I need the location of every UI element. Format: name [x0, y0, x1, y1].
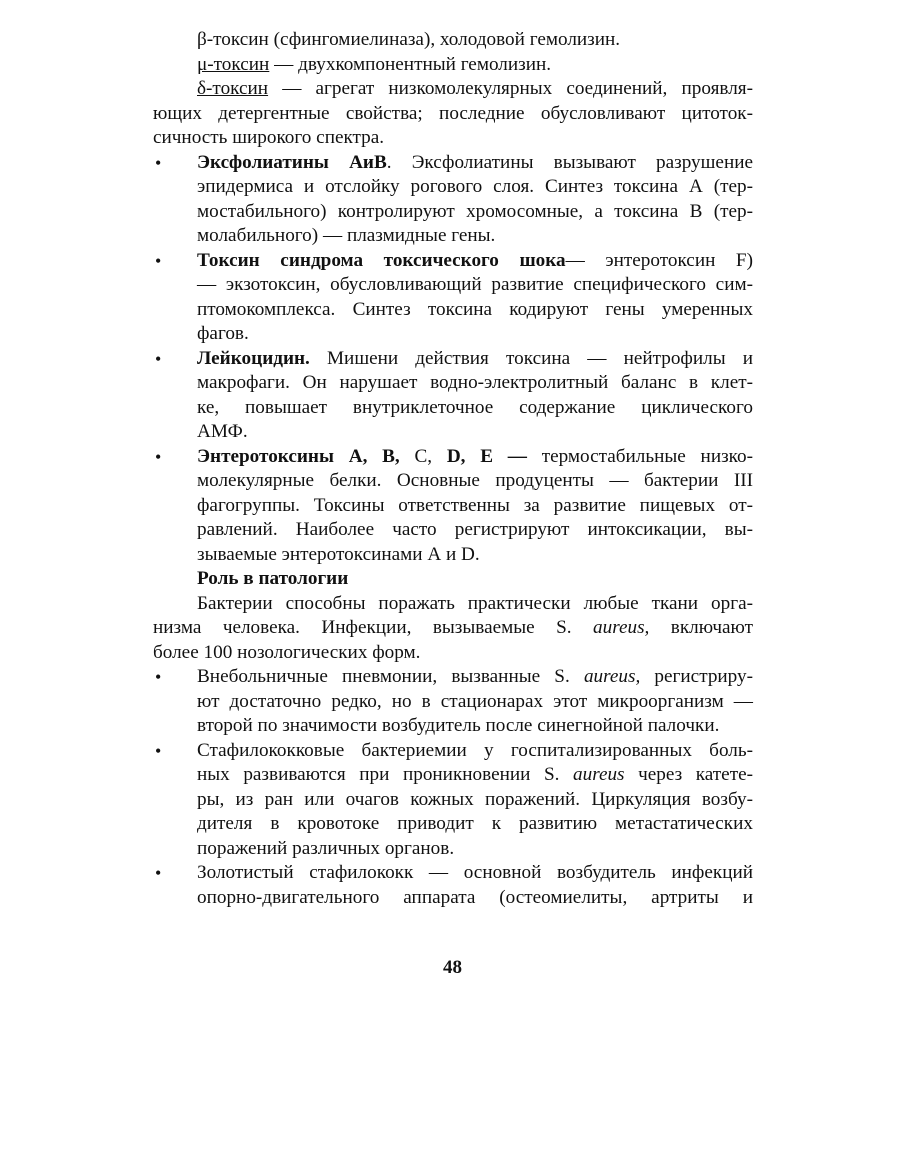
list-item-line: зываемые энтеротоксинами А и D.	[197, 543, 480, 565]
list-item-line: ют достаточно редко, но в стационарах этот микроорганизм —	[197, 690, 753, 712]
list-item-line: фагогруппы. Токсины ответственны за развитие пищевых от-	[197, 494, 753, 516]
species-italic: aureus,	[593, 617, 650, 638]
list-item-line: Стафилококковые бактериемии у госпитализированных боль-	[197, 739, 753, 761]
list-item-line: ры, из ран или очагов кожных поражений. Циркуляция возбу-	[197, 788, 753, 810]
list-item-leukocidin	[153, 347, 753, 445]
bullet-marker: •	[155, 740, 162, 761]
list-item-exfoliatins	[153, 151, 753, 249]
list-item-line: ке, повышает внутриклеточное содержание циклического	[197, 396, 753, 418]
term-desc: . Эксфолиатины вызывают разрушение	[386, 151, 753, 173]
bullet-marker: •	[155, 152, 162, 173]
list-item-enterotoxins	[153, 445, 753, 568]
term-bold: Энтеротоксины А, В,	[197, 445, 400, 467]
list-item-line: поражений различных органов.	[197, 837, 455, 859]
list-item-line	[197, 763, 753, 788]
bullet-marker: •	[155, 667, 162, 687]
list-item-line: молабильного) — плазмидные гены.	[197, 225, 496, 246]
mu-toxin-desc: — двухкомпонентный гемолизин.	[269, 53, 552, 75]
list-item-line: птомокомплекса. Синтез токсина кодируют гены умеренных	[197, 298, 753, 320]
list-item-line: — экзотоксин, обусловливающий развитие специфического сим-	[197, 274, 753, 295]
term-bold-2: D, Е —	[446, 445, 527, 467]
term-desc: Мишени действия токсина — нейтрофилы и	[309, 347, 753, 369]
list-item-line: макрофаги. Он нарушает водно-электролитный баланс в клет-	[197, 372, 753, 393]
text-run: регистриру-	[640, 666, 754, 687]
list-item-line: равлений. Наиболее часто регистрируют интоксикации, вы-	[197, 519, 753, 540]
list-item-line: дителя в кровотоке приводит к развитию метастатических	[197, 813, 753, 834]
list-item-line: опорно-двигательного аппарата (остеомиелиты, артриты и	[197, 886, 753, 908]
bullet-marker: •	[155, 446, 162, 467]
list-item-pneumonia	[153, 665, 753, 739]
list-item-line: АМФ.	[197, 421, 248, 442]
bullet-marker: •	[155, 863, 162, 883]
text-run: Внебольничные пневмонии, вызванные S.	[197, 666, 584, 687]
beta-toxin-line: β-токсин (сфингомиелиназа), холодовой гемолизин.	[197, 29, 621, 50]
bullet-marker: •	[155, 250, 162, 271]
delta-toxin-line-3: сичность широкого спектра.	[153, 127, 385, 148]
list-item-line: мостабильного) контролируют хромосомные, а токсина В (тер-	[197, 200, 753, 222]
term-desc: термостабильные низко-	[526, 445, 753, 467]
mu-toxin-name: μ-токсин	[197, 53, 270, 75]
species-italic: aureus,	[583, 666, 641, 687]
list-item-line	[197, 445, 753, 470]
paragraph-line	[153, 616, 753, 641]
paragraph-line: более 100 нозологических форм.	[153, 641, 421, 663]
list-item-line	[197, 665, 753, 690]
delta-toxin-name: δ-токсин	[197, 78, 269, 99]
term-desc: — энтеротоксин F)	[565, 249, 753, 271]
list-item-tss-toxin	[153, 249, 753, 347]
list-item-line	[197, 249, 753, 274]
bullet-marker: •	[155, 348, 162, 369]
list-item-line: фагов.	[197, 323, 249, 344]
list-item-line: Золотистый стафилококк — основной возбудитель инфекций	[197, 862, 753, 883]
text-run: через катете-	[624, 764, 753, 785]
delta-toxin-desc: — агрегат низкомолекулярных соединений, проявля-	[268, 78, 753, 99]
paragraph-line: Бактерии способны поражать практически любые ткани орга-	[197, 592, 753, 614]
delta-toxin-line-2: ющих детергентные свойства; последние обусловливают цитоток-	[153, 102, 753, 124]
list-item-line: молекулярные белки. Основные продуценты — бактерии III	[197, 470, 753, 491]
list-item-line	[197, 151, 753, 176]
term-bold: Токсин синдрома токсического шока	[197, 249, 566, 271]
list-item-line	[197, 347, 753, 372]
text-run: низма человека. Инфекции, вызываемые S.	[153, 617, 594, 638]
mu-toxin-line	[153, 53, 753, 78]
section-heading: Роль в патологии	[197, 568, 349, 589]
term-bold: Лейкоцидин.	[197, 347, 310, 369]
list-item-line: эпидермиса и отслойку рогового слоя. Синтез токсина А (тер-	[197, 176, 753, 197]
list-item-golden-staph	[153, 861, 753, 910]
text-run: ных развиваются при проникновении S.	[197, 764, 573, 785]
delta-toxin-line-1	[153, 77, 753, 102]
list-item-line: второй по значимости возбудитель после синегнойной палочки.	[197, 715, 720, 736]
list-item-bacteremia	[153, 739, 753, 862]
text-run: включают	[649, 617, 753, 638]
species-italic: aureus	[573, 764, 625, 785]
term-bold: Эксфолиатины АиВ	[197, 151, 387, 173]
page-body	[153, 28, 753, 910]
page-number: 48	[443, 957, 462, 978]
term-mid: С,	[399, 445, 447, 467]
